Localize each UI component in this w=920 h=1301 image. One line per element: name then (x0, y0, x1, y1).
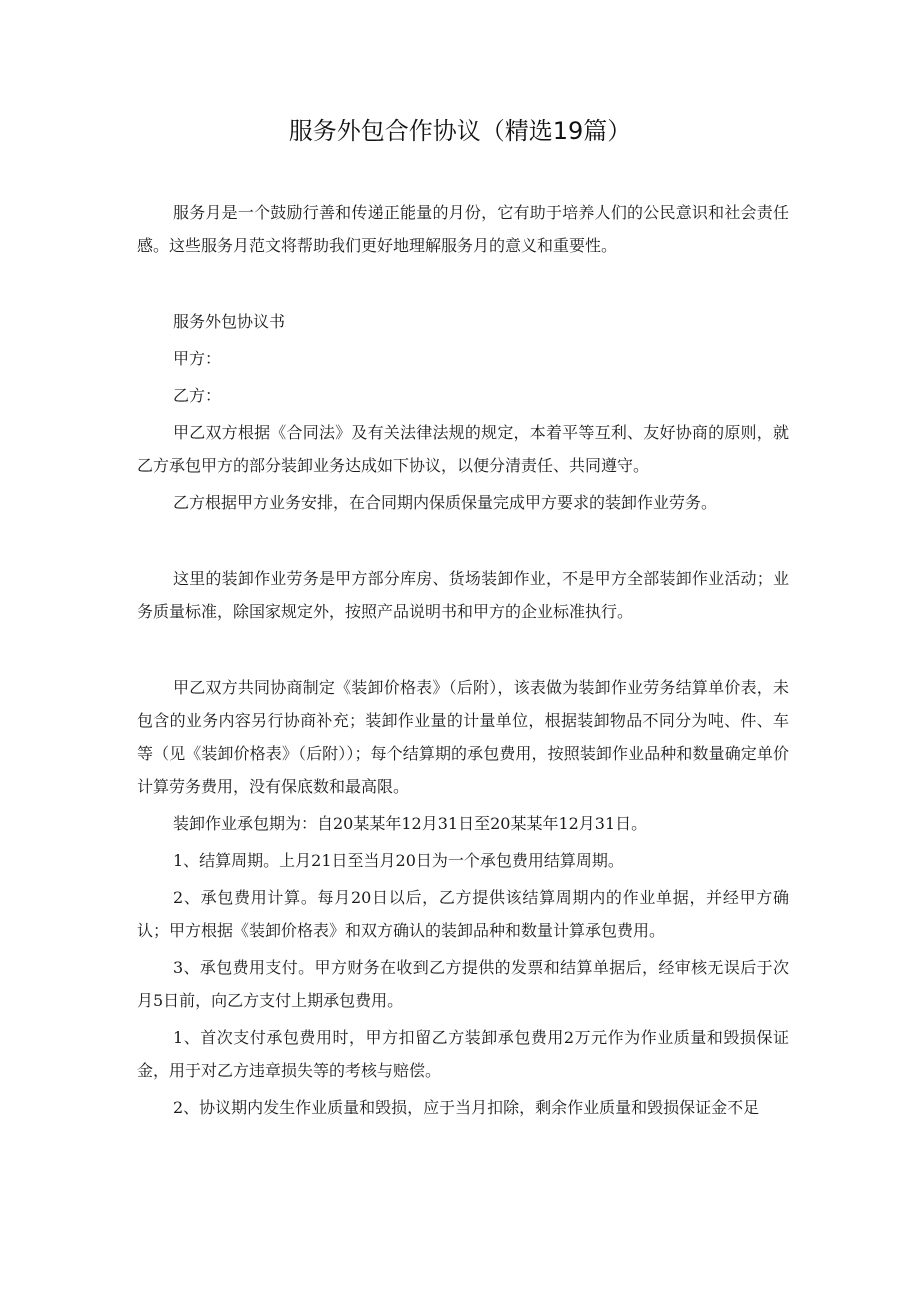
body-paragraph: 这里的装卸作业劳务是甲方部分库房、货场装卸作业，不是甲方全部装卸作业活动；业务质量标准，除国家规定外，按照产品说明书和甲方的企业标准执行。 (137, 569, 789, 621)
body-paragraph: 甲乙双方共同协商制定《装卸价格表》（后附），该表做为装卸作业劳务结算单价表，未包含的业务内容另行协商补充；装卸作业量的计量单位，根据装卸物品不同分为吨、件、车等（见《装卸价格表》（后附））；每个结算期的承包费用，按照装卸作业品种和数量确定单价计算劳务费用，没有保底数和最高限。 (137, 678, 789, 796)
party-a-label: 甲方： (173, 349, 222, 368)
clause-item: 1、首次支付承包费用时，甲方扣留乙方装卸承包费用2万元作为作业质量和毁损保证金，用于对乙方违章损失等的考核与赔偿。 (137, 1028, 789, 1080)
document-body (137, 196, 789, 1124)
body-paragraph: 甲乙双方根据《合同法》及有关法律法规的规定，本着平等互利、友好协商的原则，就乙方承包甲方的部分装卸业务达成如下协议，以便分清责任、共同遵守。 (137, 423, 789, 475)
agreement-heading: 服务外包协议书 (173, 312, 286, 331)
clause-item: 2、协议期内发生作业质量和毁损，应于当月扣除，剩余作业质量和毁损保证金不足 (173, 1098, 760, 1117)
intro-paragraph: 服务月是一个鼓励行善和传递正能量的月份，它有助于培养人们的公民意识和社会责任感。这些服务月范文将帮助我们更好地理解服务月的意义和重要性。 (137, 203, 789, 255)
body-paragraph: 乙方根据甲方业务安排，在合同期内保质保量完成甲方要求的装卸作业劳务。 (173, 493, 718, 512)
clause-item: 1、结算周期。上月21日至当月20日为一个承包费用结算周期。 (173, 851, 624, 870)
body-paragraph: 装卸作业承包期为：自20某某年12月31日至20某某年12月31日。 (173, 814, 648, 833)
document-title: 服务外包合作协议（精选19篇） (288, 117, 632, 145)
clause-item: 3、承包费用支付。甲方财务在收到乙方提供的发票和结算单据后，经审核无误后于次月5日前，向乙方支付上期承包费用。 (137, 958, 789, 1010)
clause-item: 2、承包费用计算。每月20日以后，乙方提供该结算周期内的作业单据，并经甲方确认；甲方根据《装卸价格表》和双方确认的装卸品种和数量计算承包费用。 (137, 888, 789, 940)
party-b-label: 乙方： (173, 386, 222, 405)
